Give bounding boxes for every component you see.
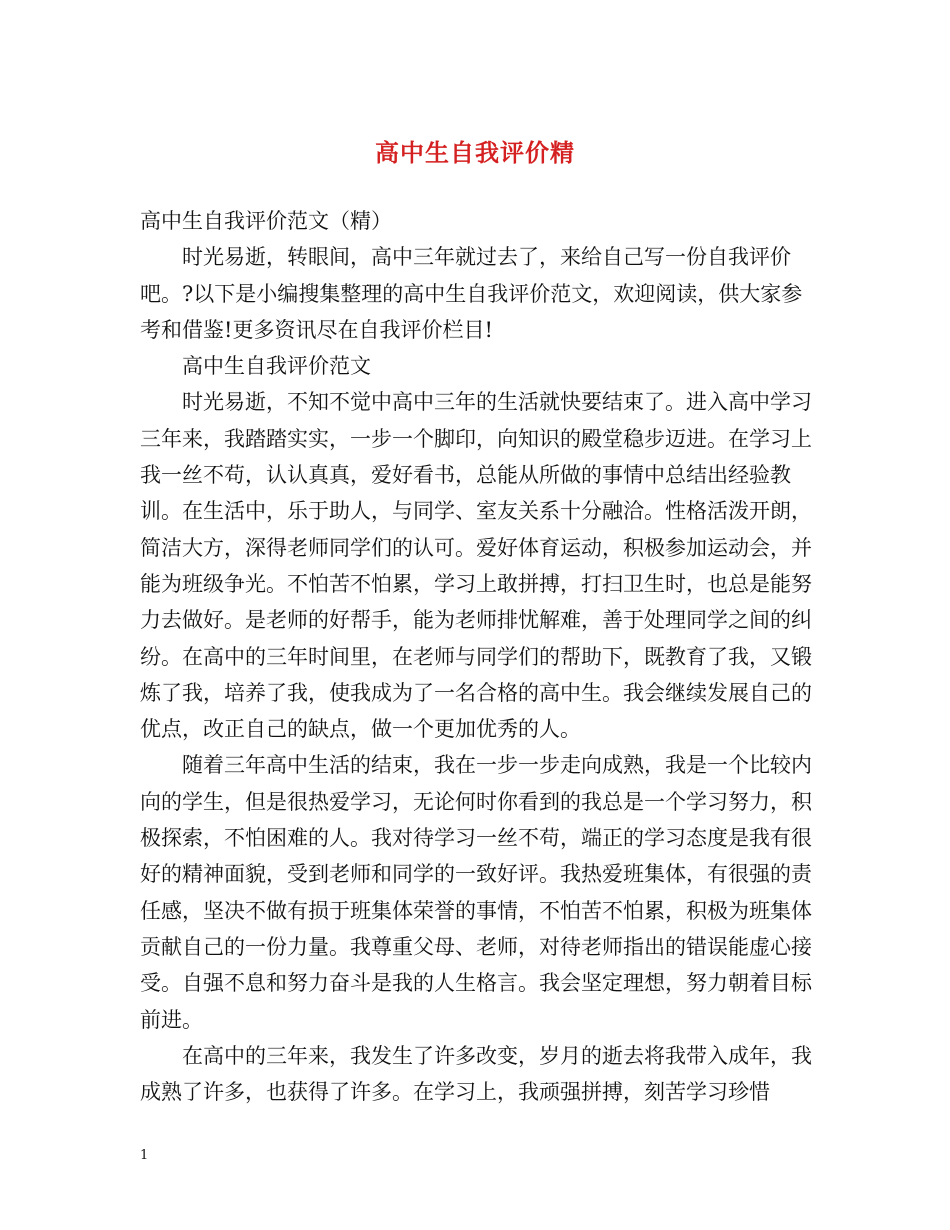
intro-paragraph: 时光易逝，转眼间，高中三年就过去了，来给自己写一份自我评价吧。?以下是小编搜集整理的高中生自我评价范文，欢迎阅读，供大家参考和借鉴!更多资讯尽在自我评价栏目! bbox=[140, 245, 803, 342]
body-paragraph-3: 在高中的三年来，我发生了许多改变，岁月的逝去将我带入成年，我成熟了许多，也获得了许多。在学习上，我顽强拼搏，刻苦学习珍惜 bbox=[140, 1043, 812, 1105]
subtitle-paragraph: 高中生自我评价范文（精） bbox=[140, 209, 392, 233]
page-number: 1 bbox=[140, 1148, 149, 1163]
section-heading: 高中生自我评价范文 bbox=[182, 354, 371, 379]
document-body bbox=[140, 203, 820, 1110]
body-paragraph-2: 随着三年高中生活的结束，我在一步一步走向成熟，我是一个比较内向的学生，但是很热爱学习，无论何时你看到的我总是一个学习努力，积极探索，不怕困难的人。我对待学习一丝不苟，端正的学习态度是我有很好的精神面貌，受到老师和同学的一致好评。我热爱班集体，有很强的责任感，坚决不做有损于班集体荣誉的事情，不怕苦不怕累，积极为班集体贡献自己的一份力量。我尊重父母、老师，对待老师指出的错误能虚心接受。自强不息和努力奋斗是我的人生格言。我会坚定理想，努力朝着目标前进。 bbox=[140, 753, 812, 1032]
document-title: 高中生自我评价精 bbox=[375, 138, 575, 167]
body-paragraph-1: 时光易逝，不知不觉中高中三年的生活就快要结束了。进入高中学习三年来，我踏踏实实，一步一个脚印，向知识的殿堂稳步迈进。在学习上我一丝不苟，认认真真，爱好看书，总能从所做的事情中总结出经验教训。在生活中，乐于助人，与同学、室友关系十分融洽。性格活泼开朗，简洁大方，深得老师同学们的认可。爱好体育运动，积极参加运动会，并能为班级争光。不怕苦不怕累，学习上敢拼搏，打扫卫生时，也总是能努力去做好。是老师的好帮手，能为老师排忧解难，善于处理同学之间的纠纷。在高中的三年时间里，在老师与同学们的帮助下，既教育了我，又锻炼了我，培养了我，使我成为了一名合格的高中生。我会继续发展自己的优点，改正自己的缺点，做一个更加优秀的人。 bbox=[140, 390, 812, 742]
